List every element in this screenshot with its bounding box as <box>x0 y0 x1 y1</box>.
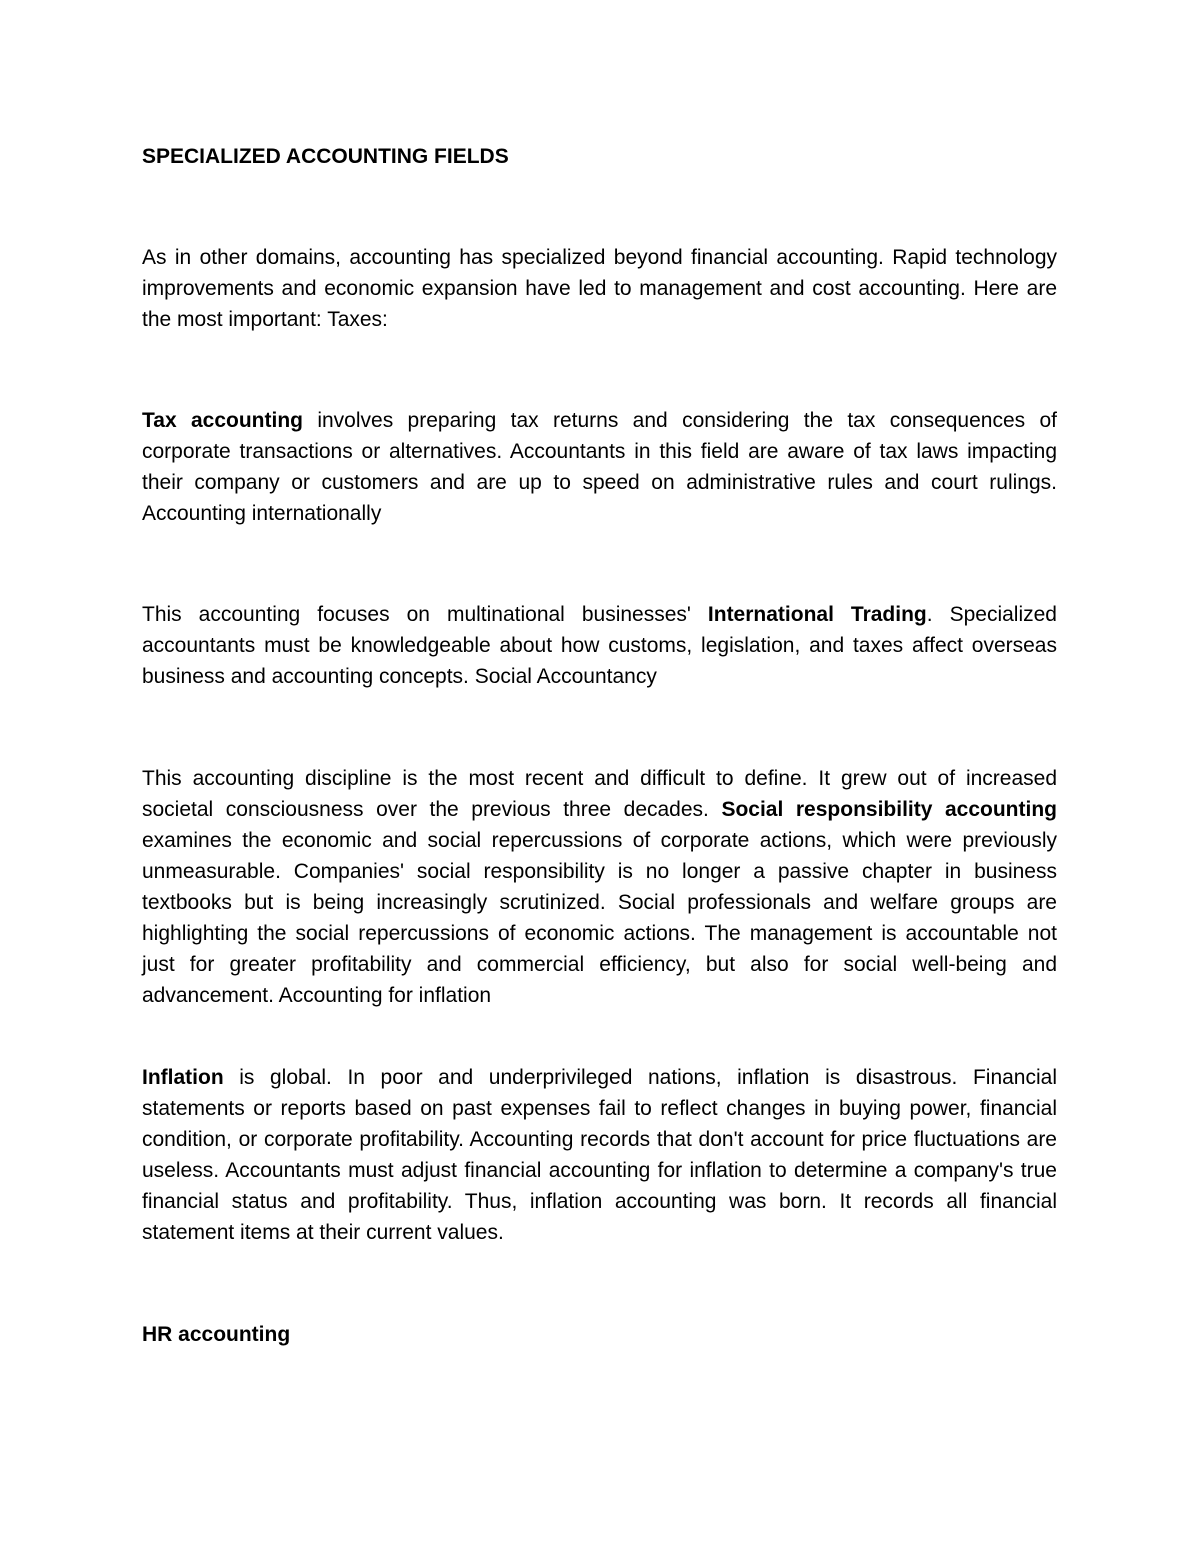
intro-paragraph: As in other domains, accounting has specialized beyond financial accounting. Rapid technology improvements and economic expansion have led to management and cost accounting. Here are the most important: Taxes: <box>142 246 1057 331</box>
inflation-paragraph <box>142 1062 1057 1248</box>
page-title: SPECIALIZED ACCOUNTING FIELDS <box>142 145 509 168</box>
social-responsibility-term: Social responsibility accounting <box>721 798 1057 821</box>
tax-accounting-term: Tax accounting <box>142 409 303 432</box>
international-trading-term: International Trading <box>707 603 927 626</box>
international-pre-text: This accounting focuses on multinational businesses' <box>142 603 708 626</box>
social-pre-text: This accounting discipline is the most recent and difficult to define. It grew out of increased societal consciousness over the previous three decades. <box>142 767 1057 821</box>
international-paragraph <box>142 599 1057 692</box>
tax-accounting-text: involves preparing tax returns and considering the tax consequences of corporate transactions or alternatives. Accountants in this field are aware of tax laws impacting their company or customers and are up to speed on administrative rules and court rulings. Accounting internationally <box>142 409 1058 525</box>
inflation-text: is global. In poor and underprivileged nations, inflation is disastrous. Financial statements or reports based on past expenses fail to reflect changes in buying power, financial condition, or corporate profitability. Accounting records that don't account for price fluctuations are useless. Accountants must adjust financial accounting for inflation to determine a company's true financial status and profitability. Thus, inflation accounting was born. It records all financial statement items at their current values. <box>142 1066 1057 1244</box>
tax-accounting-paragraph <box>142 405 1057 529</box>
hr-accounting-heading: HR accounting <box>142 1323 291 1346</box>
international-text: . Specialized accountants must be knowledgeable about how customs, legislation, and taxes affect overseas business and accounting concepts. Social Accountancy <box>142 603 1057 688</box>
inflation-term: Inflation <box>142 1066 224 1089</box>
social-paragraph <box>142 763 1057 1011</box>
social-text: examines the economic and social repercussions of corporate actions, which were previously unmeasurable. Companies' social responsibility is no longer a passive chapter in business textbooks but is being increasingly scrutinized. Social professionals and welfare groups are highlighting the social repercussions of economic actions. The management is accountable not just for greater profitability and commercial efficiency, but also for social well-being and advancement. Accounting for inflation <box>142 829 1057 1007</box>
